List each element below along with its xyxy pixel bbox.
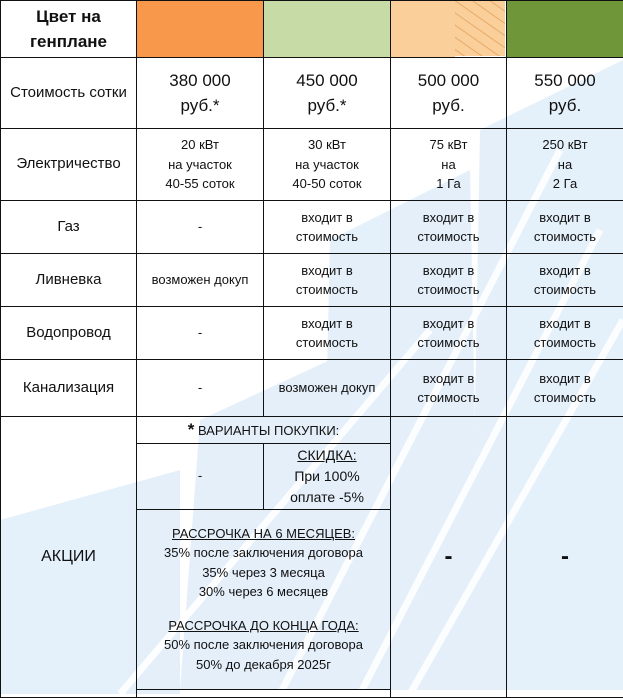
gas-row <box>1 201 623 254</box>
promo-col1-value: - <box>137 443 264 509</box>
promo-label: АКЦИИ <box>1 417 137 698</box>
price-unit: руб. <box>391 93 506 119</box>
installment-year-line: 50% после заключения договора <box>137 635 390 655</box>
price-unit: руб.* <box>264 93 390 119</box>
price-amount: 380 000 <box>137 68 263 94</box>
promo-row-title <box>1 417 623 444</box>
promo-cell-col3 <box>391 417 507 698</box>
price-amount: 550 000 <box>507 68 623 94</box>
price-cell <box>391 58 507 129</box>
cell-line: входит в <box>264 314 390 334</box>
cell-line: на участок <box>264 155 390 175</box>
electricity-cell <box>391 129 507 201</box>
cell-line: стоимость <box>264 333 390 353</box>
cell-line: входит в <box>264 208 390 228</box>
installment-year-title: РАССРОЧКА ДО КОНЦА ГОДА: <box>137 616 390 636</box>
cell-line: на <box>507 155 623 175</box>
cell-line: входит в <box>507 369 623 389</box>
gas-cell <box>391 201 507 254</box>
promo-cell-col4 <box>507 417 623 698</box>
storm-drain-cell <box>507 254 623 307</box>
cell-line: входит в <box>391 261 506 281</box>
cell-line: 30 кВт <box>264 135 390 155</box>
cell-line: входит в <box>264 261 390 281</box>
cell-line: входит в <box>507 208 623 228</box>
gas-cell <box>264 201 391 254</box>
installment6-title: РАССРОЧКА НА 6 МЕСЯЦЕВ: <box>137 524 390 544</box>
electricity-row <box>1 129 623 201</box>
color-swatch-light-green <box>264 1 391 58</box>
storm-drain-row <box>1 254 623 307</box>
cell-line: входит в <box>507 314 623 334</box>
water-cell <box>264 307 391 360</box>
price-label: Стоимость сотки <box>1 58 137 129</box>
cell-line: стоимость <box>264 280 390 300</box>
price-amount: 500 000 <box>391 68 506 94</box>
cell-line: 40-55 соток <box>137 174 263 194</box>
price-unit: руб.* <box>137 93 263 119</box>
price-row <box>1 58 623 129</box>
electricity-cell <box>137 129 264 201</box>
storm-drain-cell <box>264 254 391 307</box>
water-cell <box>391 307 507 360</box>
cell-line: 1 Га <box>391 174 506 194</box>
promo-dash: - <box>561 543 569 570</box>
storm-drain-label: Ливневка <box>1 254 137 307</box>
color-swatch-orange <box>137 1 264 58</box>
cell-line: стоимость <box>391 280 506 300</box>
price-cell <box>507 58 623 129</box>
cell-line: стоимость <box>391 333 506 353</box>
discount-cell <box>264 443 391 509</box>
cell-line: на участок <box>137 155 263 175</box>
cell-line: 250 кВт <box>507 135 623 155</box>
variants-title-text: ВАРИАНТЫ ПОКУПКИ: <box>198 423 339 438</box>
sewage-row <box>1 360 623 417</box>
sewage-cell: - <box>137 360 264 417</box>
water-label: Водопровод <box>1 307 137 360</box>
cell-line: входит в <box>391 369 506 389</box>
cell-line: стоимость <box>507 280 623 300</box>
price-cell <box>264 58 391 129</box>
cell-line: входит в <box>391 314 506 334</box>
sewage-label: Канализация <box>1 360 137 417</box>
cell-line: стоимость <box>391 388 506 408</box>
cell-line: стоимость <box>264 227 390 247</box>
price-amount: 450 000 <box>264 68 390 94</box>
cell-line: стоимость <box>507 388 623 408</box>
storm-drain-cell: возможен докуп <box>137 254 264 307</box>
price-unit: руб. <box>507 93 623 119</box>
electricity-cell <box>507 129 623 201</box>
installment-year-line: 50% до декабря 2025г <box>137 655 390 675</box>
electricity-cell <box>264 129 391 201</box>
promo-dash: - <box>445 543 453 570</box>
water-row <box>1 307 623 360</box>
installment6-line: 30% через 6 месяцев <box>137 582 390 602</box>
cell-line: 40-50 соток <box>264 174 390 194</box>
variants-star: * <box>188 420 195 439</box>
spacer-cell <box>137 689 391 697</box>
water-cell: - <box>137 307 264 360</box>
header-row <box>1 1 623 58</box>
cell-line: 2 Га <box>507 174 623 194</box>
discount-line: При 100% <box>264 466 390 487</box>
purchase-variants-title <box>137 417 391 444</box>
sewage-cell <box>391 360 507 417</box>
cell-line: стоимость <box>507 227 623 247</box>
cell-line: стоимость <box>391 227 506 247</box>
electricity-label: Электричество <box>1 129 137 201</box>
sewage-cell <box>507 360 623 417</box>
cell-line: 75 кВт <box>391 135 506 155</box>
sewage-cell: возможен докуп <box>264 360 391 417</box>
cell-line: входит в <box>391 208 506 228</box>
cell-line: стоимость <box>507 333 623 353</box>
discount-line: оплате -5% <box>264 487 390 508</box>
installment-plans <box>137 509 391 689</box>
discount-title: СКИДКА: <box>264 445 390 466</box>
installment6-line: 35% через 3 месяца <box>137 563 390 583</box>
installment6-line: 35% после заключения договора <box>137 543 390 563</box>
color-swatch-dark-green <box>507 1 623 58</box>
gas-label: Газ <box>1 201 137 254</box>
header-label: Цвет на генплане <box>1 1 137 58</box>
water-cell <box>507 307 623 360</box>
cell-line: входит в <box>507 261 623 281</box>
color-swatch-peach <box>391 1 507 58</box>
price-cell <box>137 58 264 129</box>
storm-drain-cell <box>391 254 507 307</box>
gas-cell: - <box>137 201 264 254</box>
cell-line: на <box>391 155 506 175</box>
gas-cell <box>507 201 623 254</box>
cell-line: 20 кВт <box>137 135 263 155</box>
